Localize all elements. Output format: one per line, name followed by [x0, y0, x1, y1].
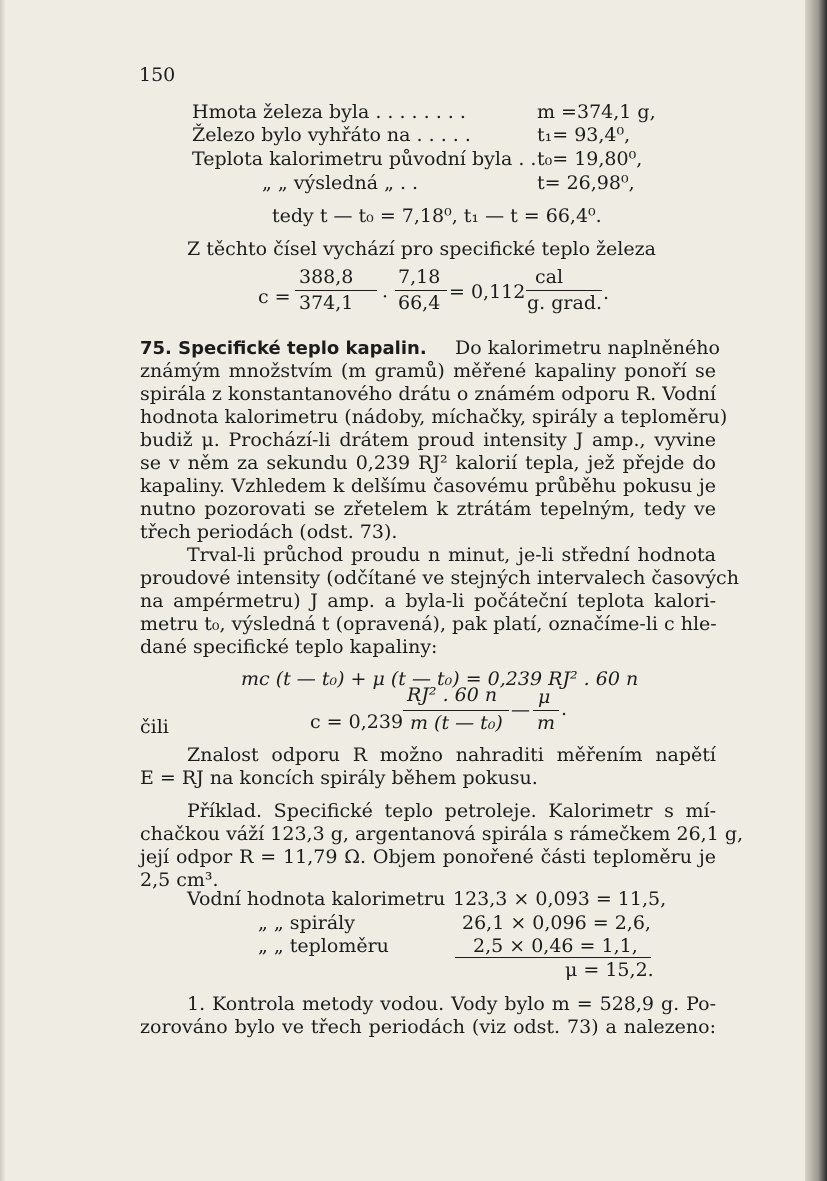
table-row-value: 123,3 × 0,093 = 11,5,	[453, 888, 667, 910]
fraction-denominator: m (t — t₀)	[410, 712, 503, 734]
paragraph-line: proudové intensity (odčítané ve stejných intervalech časových	[140, 567, 739, 589]
intro-sentence: Z těchto čísel vychází pro specifické teplo železa	[187, 238, 656, 260]
paragraph-line: Trval-li průchod proudu n minut, je-li střední hodnota	[187, 544, 716, 566]
fraction-denominator: 66,4	[398, 292, 441, 314]
paragraph-line: kapaliny. Vzhledem k delšímu časovému průběhu pokusu je	[140, 475, 716, 497]
control-line: 1. Kontrola metody vodou. Vody bylo m = 528,9 g. Po-	[187, 993, 716, 1015]
fraction-bar	[526, 290, 602, 291]
fraction-numerator: μ	[538, 686, 551, 708]
formula-heat-balance: mc (t — t₀) + μ (t — t₀) = 0,239 RJ² . 60 n	[241, 668, 639, 690]
table-row-value: t= 26,98⁰,	[537, 172, 635, 194]
page-left-shadow	[0, 0, 6, 1181]
fraction-numerator: 388,8	[299, 266, 354, 288]
table-row-label: Vodní hodnota kalorimetru	[187, 888, 446, 910]
page-binding-shadow	[805, 0, 827, 1181]
formula-prefix: čili	[140, 716, 169, 738]
tedy-line: tedy t — t₀ = 7,18⁰, t₁ — t = 66,4⁰.	[272, 205, 602, 227]
paragraph-line: třech periodách (odst. 73).	[140, 521, 398, 543]
formula-result: = 0,112	[449, 281, 526, 303]
table-row-value: 26,1 × 0,096 = 2,6,	[462, 912, 651, 934]
paragraph-line: dané specifické teplo kapaliny:	[140, 636, 438, 658]
paragraph-line: Znalost odporu R možno nahraditi měřením napětí	[187, 744, 716, 766]
table-row-label: Hmota železa byla . . . . . . . .	[192, 101, 466, 123]
fraction-bar	[403, 710, 509, 711]
table-row-label: „ „ výsledná „ . .	[262, 172, 419, 194]
sum-rule	[455, 957, 651, 958]
page-number: 150	[139, 64, 176, 86]
example-line: chačkou váží 123,3 g, argentanová spirála s rámečkem 26,1 g,	[140, 823, 744, 845]
section-heading: 75. Specifické teplo kapalin.	[140, 338, 427, 359]
example-line: její odpor R = 11,79 Ω. Objem ponořené části teploměru je	[140, 846, 716, 868]
table-row-label: Teplota kalorimetru původní byla . .	[192, 148, 537, 170]
paragraph-line: E = RJ na koncích spirály během pokusu.	[140, 767, 538, 789]
table-row-label: „ „ spirály	[258, 912, 355, 934]
table-row-label: „ „ teploměru	[258, 935, 389, 957]
fraction-denominator: 374,1	[299, 292, 354, 314]
paragraph-line: metru t₀, výsledná t (opravená), pak platí, označíme-li c hle-	[140, 613, 717, 635]
paragraph-line: Do kalorimetru naplněného	[455, 337, 720, 359]
fraction-numerator: 7,18	[398, 266, 441, 288]
table-row-value: 2,5 × 0,46 = 1,1,	[473, 935, 638, 957]
table-row-value: t₀= 19,80⁰,	[537, 148, 643, 170]
formula-period: .	[561, 698, 568, 720]
paragraph-line: na ampérmetru) J amp. a byla-li počáteční teplota kalori-	[140, 590, 716, 612]
paragraph-line: známým množstvím (m gramů) měřené kapaliny ponoří se	[140, 360, 716, 382]
control-line: zorováno bylo ve třech periodách (viz odst. 73) a nalezeno:	[140, 1016, 716, 1038]
formula-lhs: c = 0,239	[310, 711, 404, 733]
formula-period: .	[603, 282, 610, 304]
table-total: μ = 15,2.	[565, 959, 654, 981]
fraction-denominator: g. grad.	[527, 292, 603, 314]
fraction-numerator: cal	[535, 266, 564, 288]
table-row-value: t₁= 93,4⁰,	[537, 124, 631, 146]
fraction-bar	[295, 290, 377, 291]
minus-sign: —	[511, 699, 530, 721]
multiply-dot: ·	[382, 286, 389, 308]
paragraph-line: nutno pozorovati se zřetelem k ztrátám tepelným, tedy ve	[140, 498, 716, 520]
table-row-value: m =374,1 g,	[537, 101, 656, 123]
table-row-label: Železo bylo vyhřáto na . . . . .	[192, 124, 471, 146]
paragraph-line: budiž μ. Prochází-li drátem proud intensity J amp., vyvine	[140, 429, 716, 451]
fraction-numerator: RJ² . 60 n	[407, 684, 498, 706]
fraction-bar	[533, 710, 559, 711]
example-line: 2,5 cm³.	[140, 869, 219, 891]
example-line: Příklad. Specifické teplo petroleje. Kalorimetr s mí-	[187, 800, 716, 822]
fraction-denominator: m	[537, 712, 556, 734]
formula-lhs: c =	[258, 286, 291, 308]
fraction-bar	[395, 290, 447, 291]
paragraph-line: spirála z konstantanového drátu o známém odporu R. Vodní	[140, 383, 717, 405]
paragraph-line: se v něm za sekundu 0,239 RJ² kalorií tepla, jež přejde do	[140, 452, 716, 474]
paragraph-line: hodnota kalorimetru (nádoby, míchačky, spirály a teploměru)	[140, 406, 728, 428]
